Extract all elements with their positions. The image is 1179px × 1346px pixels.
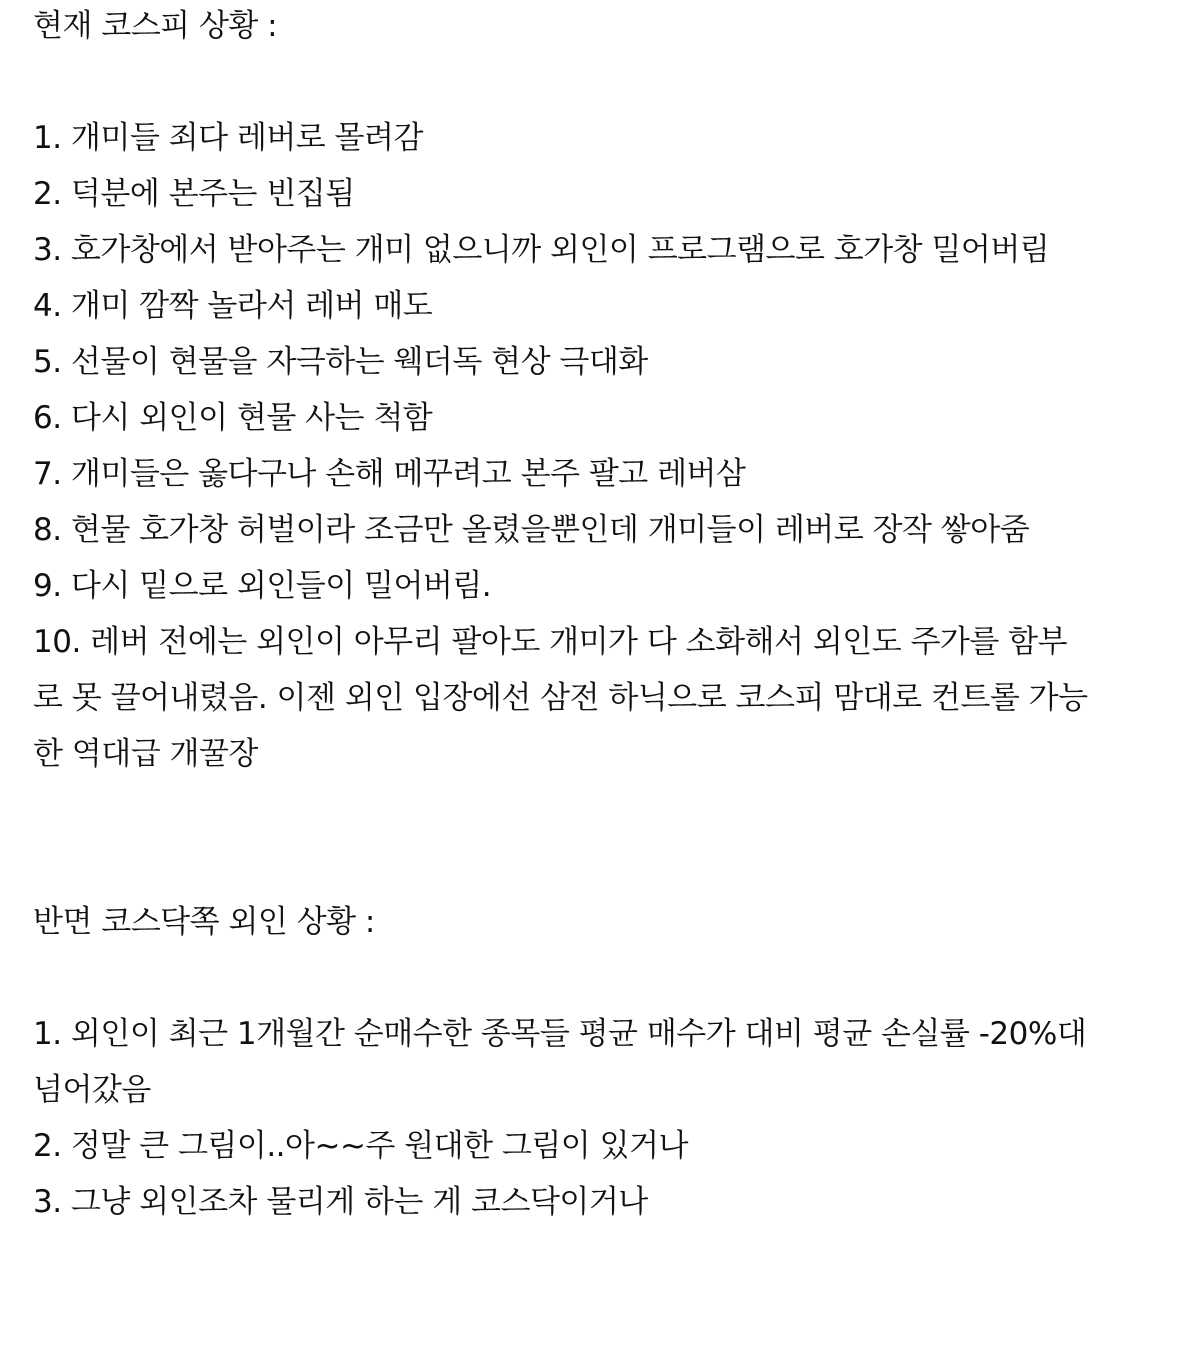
section1-heading: 현재 코스피 상황 : (33, 8, 278, 44)
section2-item-1-cont: 넘어갔음 (33, 1072, 151, 1108)
section1-item-6: 6. 다시 외인이 현물 사는 척함 (33, 400, 433, 436)
section1-item-2: 2. 덕분에 본주는 빈집됨 (33, 176, 355, 212)
section1-item-10: 10. 레버 전에는 외인이 아무리 팔아도 개미가 다 소화해서 외인도 주가를 함부 (33, 624, 1068, 660)
section1-item-7: 7. 개미들은 옳다구나 손해 메꾸려고 본주 팔고 레버삼 (33, 456, 746, 492)
section2-heading: 반면 코스닥쪽 외인 상황 : (33, 904, 375, 940)
section2-item-2: 2. 정말 큰 그림이..아~~주 원대한 그림이 있거나 (33, 1128, 688, 1164)
section1-item-1: 1. 개미들 죄다 레버로 몰려감 (33, 120, 423, 156)
section1-item-9: 9. 다시 밑으로 외인들이 밀어버림. (33, 568, 492, 604)
section1-item-3: 3. 호가창에서 받아주는 개미 없으니까 외인이 프로그램으로 호가창 밀어버림 (33, 232, 1050, 268)
section1-item-10-cont-2: 한 역대급 개꿀장 (33, 736, 258, 772)
section1-item-10-cont-1: 로 못 끌어내렸음. 이젠 외인 입장에선 삼전 하닉으로 코스피 맘대로 컨트롤 가능 (33, 680, 1088, 716)
section1-item-5: 5. 선물이 현물을 자극하는 웩더독 현상 극대화 (33, 344, 648, 380)
section1-item-8: 8. 현물 호가창 허벌이라 조금만 올렸을뿐인데 개미들이 레버로 장작 쌓아줌 (33, 512, 1030, 548)
section1-item-4: 4. 개미 깜짝 놀라서 레버 매도 (33, 288, 433, 324)
section2-item-1: 1. 외인이 최근 1개월간 순매수한 종목들 평균 매수가 대비 평균 손실률 -20%대 (33, 1016, 1087, 1052)
section2-item-3: 3. 그냥 외인조차 물리게 하는 게 코스닥이거나 (33, 1184, 648, 1220)
